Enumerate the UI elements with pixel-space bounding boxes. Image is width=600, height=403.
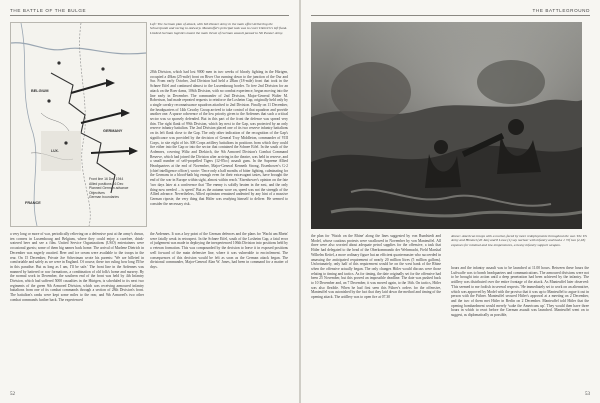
map-label-germany: GERMANY: [103, 129, 123, 133]
map-caption: Left: The German plan of attack, with 6th Panzer Army in the main effort delivering the Schwerpunkt and racing to Antwerp. Manteuffel's principal task was to cover Dietrich's left flank. Limited German logistics meant the main thrust of German assault passed to 5th Panzer Army.: [150, 22, 288, 35]
map-label-lux: LUX.: [51, 149, 59, 153]
legend-item: Allied positions 16 Dec: [89, 181, 124, 186]
map-label-belgium: BELGIUM: [31, 89, 49, 93]
right-page: [301, 0, 600, 403]
campaign-map: [10, 22, 147, 227]
photo-image: [311, 22, 582, 229]
legend-item: Front line 16 Dec 1944: [89, 177, 124, 181]
header-rule: [311, 15, 590, 16]
legend-item: Objectives: [89, 190, 105, 195]
war-photograph: [311, 22, 582, 229]
map-legend: [89, 177, 128, 200]
legend-item: Planned German advance: [89, 186, 129, 191]
body-text-top: 28th Division, which had lost 9000 men in two weeks of bloody fighting in the Hürtgen, occupied a 40km (25-mile) front on River Our running down to the junction of the Our and Sur. From early October, 2nd Division had held a 28km (18-mile) front that took in the Schnee Eifel and continued almost to the Luxembourg border. To free 2nd Division for an attack on the Roer dams, 106th Division, with no combat experience, began moving into the line early in December. The commander of 2nd Division, Major-General Walter M. Robertson, had made repeated requests to reinforce the Losheim Gap, originally held only by a single cavalry reconnaissance squadron attached to 2nd Division. Finally on 11 December, the headquarters of 14th Cavalry Group arrived to take control of that squadron and provide another one. A sparse coherence of the low priority given to the Ardennes that such a critical sector was so sparsely defended. But in this part of the front the defence was spread very thin. The right flank of 99th Division, which lay next to the Gap, was protected by an only reserve infantry battalion. The 2nd Division placed one of its two reserve infantry battalions on its left flank close to the Gap. The only other indication of the recognition of the Gap's significance was provided by the decision of General Troy Middleton, commander of VIII Corps, to site eight of his 308 Corps artillery battalions in positions from which they could fire either into the Gap or into the sector that contained the Schnee Eifel. In the south of the Ardennes, covering Wiltz and Diekirch, the 9th Armored Division's Combat Command Reserve, which had joined the Division after arriving in the theatre, was held in reserve, and a small number of self-propelled Tigers (12-85cc) assault guns. In the Supreme Allied Headquarters at the end of November, Major-General Kenneth Strong, Eisenhower's G-2 (chief intelligence officer), wrote: 'Once only a half months of bitter fighting, culminating for the Germans in a blood-bath big enough even for their extravagant tastes, have brought the end of the war in Europe within sight, almost within reach.' Eisenhower's opinion on the fate 'two days later at a conference that 'The enemy is solidly beaten in the east, and the only thing now needed ... is speed.' But as the autumn wore on, speed was not the strength of the Allied advance. Nevertheless, Allied optimism remained undented by any hint of a massive German riposte, the very thing that Hitler was readying himself to deliver. He seemed to consider the necessary risk.: [150, 70, 288, 206]
running-head-left: THE BATTLE OF THE BULGE: [10, 8, 87, 13]
body-text-col-1: the plan for 'Watch on the Rhine' along the lines suggested by von Rundstedt and Model, whose cautious protests were swallowed in November by von Manteuffel. All three were also worried about adequate petrol supplies for the offensive, a task that Hitler had delegated to the head of the Oberkommando der Wehrmacht, Field Marshal Wilhelm Keitel, a more ordinary figure but an efficient quartermaster who succeeded in amassing the anticipated requirement of nearly 20 million litres (5 million gallons). Unfortunately, only half of this requirement would be on the west bank of the Rhine when the offensive actually began. The only changes Hitler would discuss were those relating to timing and tactics. As for timing, the date originally set for the offensive had been 25 November, but this proved an impossible deadline. The date was pushed back to 10 December and, on 7 December, it was moved again, to the 16th. On tactics, Hitler was also flexible. When he had first seen this Führer's orders for the offensive, Manteuffel was astonished by the fact that they laid down the method and timing of the opening attack. The artillery was to open fire at 07.30: [311, 234, 441, 300]
body-text-right: the Ardennes. It was a key point of the German defences and the plans for 'Wacht am Rhein' were fatally weak in retrospect. In the Schnee Eifel, south of the Losheim Gap, a fatal error of judgement was made in deploying the inexperienced 106th Division into positions held by a veteran formation. This was compounded by the decision to leave it in exposed positions well forward of the main defensive line, where it was vulnerable to encirclement. The consequences of this decision would be felt as soon as the German attack began. The divisional commander, Major-General Alan W. Jones, had been in command for a matter of days.: [150, 232, 288, 269]
photo-caption: Above: American troops with a mortar, faced by more redeployments throughout the war. The US Army and Himmel (26 Jan) and 8 Lowe (1) say nuclear with infantry and had a 1 'Of two (2,18) expenses for minimal and low temperatures, a heavy infantry support weapon.: [451, 234, 587, 247]
body-text-col-2: hours and the infantry assault was to be launched at 11.00 hours. Between these hours the Luftwaffe was to bomb headquarters and communications. The armoured divisions were not to be brought into action until a deep penetration had been achieved by the infantry. The artillery was distributed over the entire frontage of the attack. As Manteuffel later observed: 'This seemed to me foolish in several respects.' He immediately set to work on an alternative, which was approved by Model with the proviso that it was up to Manteuffel to argue it out in person with the Führer. Manteuffel secured Hitler's approval at a meeting on 2 December, and the two of them met Hitler in Berlin on 2 December. Manteuffel told Hitler that the opening bombardment would merely 'wake the Americans up'. They would then have three hours in which to react before the German assault was launched. Manteuffel went on to suggest, as diplomatically as possible,: [451, 266, 589, 318]
running-head-right: THE BATTLEGROUND: [532, 8, 590, 13]
header-rule: [10, 15, 289, 16]
map-label-france: FRANCE: [25, 201, 41, 205]
page-number-right: 53: [585, 392, 590, 397]
body-text-left: a very long or more of war, periodically relieving on a defensive post at the army's drawn, ten corners in Luxembourg and Belgium, where they could enjoy a carefree, drink-watered beer and see a film. United Service Organizations (USO) entertainers were occasional guests; some of them big names back home. The arrival of Marlene Dietrich in December was eagerly awaited. Beer and ice cream were available to the troops in the rear. On 15 December, Private Joe Schectman wrote his parents: 'We are billeted in comfortable and safely as we were in England. Of course, these two ruling how long I'll be in this paradise. But as long as I am, I'll be safe.' The front line in the Ardennes was manned by battered or raw formations, a combination of old folk's home and nursery. By the normal work in December, the southern end of the front was held by 4th Infantry Division, which had suffered 5000 casualties in the Hürtgen, is scheduled to its next two regiments of the green 9th Armored Division, which was receiving armoured infantry battalions from one of its combat commands through a section of 28th Division's front. The battalion's ranks were kept some miles to the rear, and 9th Armored's two other combat commands further back. The experienced: [10, 232, 144, 302]
page-number-left: 52: [10, 392, 15, 397]
legend-item: German boundaries: [89, 195, 119, 200]
left-page: [0, 0, 299, 403]
